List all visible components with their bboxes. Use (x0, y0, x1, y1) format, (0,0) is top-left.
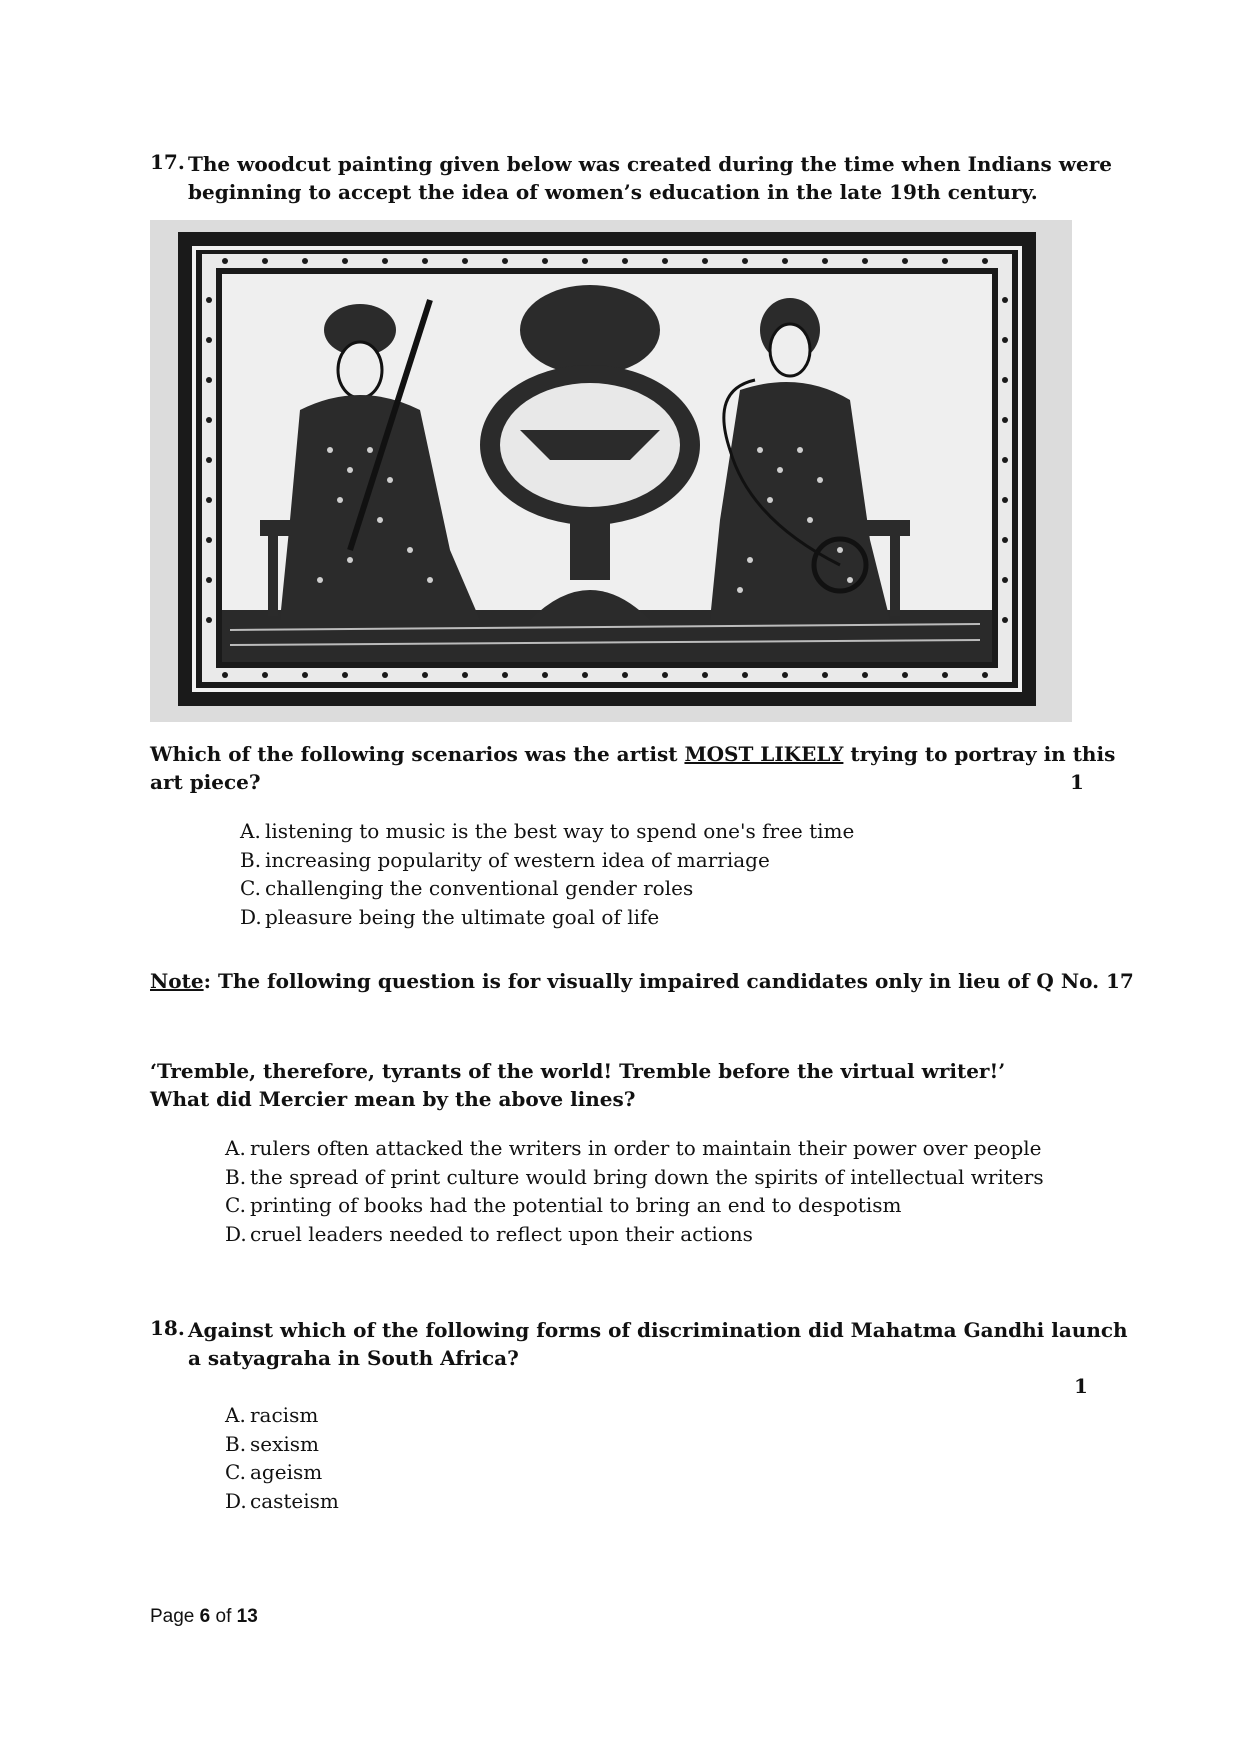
option-letter: D. (225, 1221, 247, 1246)
option-text: cruel leaders needed to reflect upon their actions (250, 1221, 753, 1246)
woodcut-image (150, 220, 1072, 722)
q18-option-a[interactable] (225, 1401, 339, 1430)
q17-prompt-pre: Which of the following scenarios was the artist (150, 742, 685, 766)
q17-prompt-post: trying to portray in this (843, 742, 1116, 766)
q17-marks: 1 (1070, 770, 1084, 794)
q17-option-d[interactable] (240, 903, 854, 932)
option-letter: A. (240, 819, 261, 843)
woodcut-illustration (150, 220, 1072, 722)
q17-line1: The woodcut painting given below was created during the time when Indians were (188, 152, 1112, 176)
q17-option-a[interactable] (240, 817, 854, 846)
vi-option-c[interactable] (225, 1191, 1044, 1220)
option-letter: C. (240, 876, 261, 900)
option-letter: C. (225, 1193, 246, 1217)
option-text: sexism (250, 1431, 320, 1456)
q17-line2: beginning to accept the idea of women’s education in the late 19th century. (188, 180, 1038, 204)
footer-page-word: Page (150, 1606, 195, 1627)
option-letter: B. (225, 1164, 247, 1189)
vi-question (150, 1057, 1005, 1113)
note-label: Note (150, 969, 204, 993)
q17-prompt-emphasis: MOST LIKELY (684, 742, 844, 766)
option-text: rulers often attacked the writers in order to maintain their power over people (250, 1136, 1042, 1160)
vi-option-b[interactable] (225, 1163, 1044, 1192)
option-text: pleasure being the ultimate goal of life (265, 904, 660, 929)
q18-line2: a satyagraha in South Africa? (188, 1346, 519, 1370)
option-letter: D. (225, 1488, 247, 1513)
q18-option-d[interactable] (225, 1487, 339, 1516)
vi-option-d[interactable] (225, 1220, 1044, 1249)
vi-option-a[interactable] (225, 1134, 1044, 1163)
option-text: the spread of print culture would bring down the spirits of intellectual writers (250, 1164, 1044, 1189)
vi-options (225, 1134, 1044, 1248)
q17-options (240, 817, 854, 931)
page-footer (150, 1606, 258, 1628)
option-letter: D. (240, 904, 262, 929)
q18-text (188, 1316, 1128, 1372)
q18-marks: 1 (1074, 1374, 1088, 1398)
option-text: increasing popularity of western idea of marriage (265, 847, 770, 872)
option-letter: B. (225, 1431, 247, 1456)
q18-option-c[interactable] (225, 1458, 339, 1487)
q18-options (225, 1401, 339, 1515)
option-text: casteism (250, 1488, 339, 1513)
q17-prompt-line2: art piece? (150, 770, 261, 794)
option-letter: A. (225, 1136, 246, 1160)
option-text: racism (250, 1403, 319, 1427)
footer-total-pages: 13 (236, 1606, 258, 1627)
q18-line1: Against which of the following forms of discrimination did Mahatma Gandhi launch (188, 1318, 1128, 1342)
q17-prompt (150, 740, 1115, 796)
q18-number: 18. (150, 1316, 185, 1340)
option-text: listening to music is the best way to spend one's free time (265, 819, 855, 843)
option-text: ageism (250, 1460, 323, 1484)
vi-question-text: What did Mercier mean by the above lines? (150, 1087, 636, 1111)
q18-option-b[interactable] (225, 1430, 339, 1459)
option-text: printing of books had the potential to bring an end to despotism (250, 1193, 902, 1217)
q17-option-c[interactable] (240, 874, 854, 903)
q17-text (188, 150, 1112, 206)
q17-number: 17. (150, 150, 185, 174)
option-letter: A. (225, 1403, 246, 1427)
option-letter: B. (240, 847, 262, 872)
vi-quote: ‘Tremble, therefore, tyrants of the world! Tremble before the virtual writer!’ (150, 1059, 1006, 1083)
note (150, 967, 1134, 995)
option-text: challenging the conventional gender roles (265, 876, 694, 900)
q17-option-b[interactable] (240, 846, 854, 875)
note-text: : The following question is for visually impaired candidates only in lieu of Q No. 17 (203, 969, 1134, 993)
footer-of-word: of (215, 1606, 232, 1627)
option-letter: C. (225, 1460, 246, 1484)
footer-page-number: 6 (199, 1606, 211, 1627)
